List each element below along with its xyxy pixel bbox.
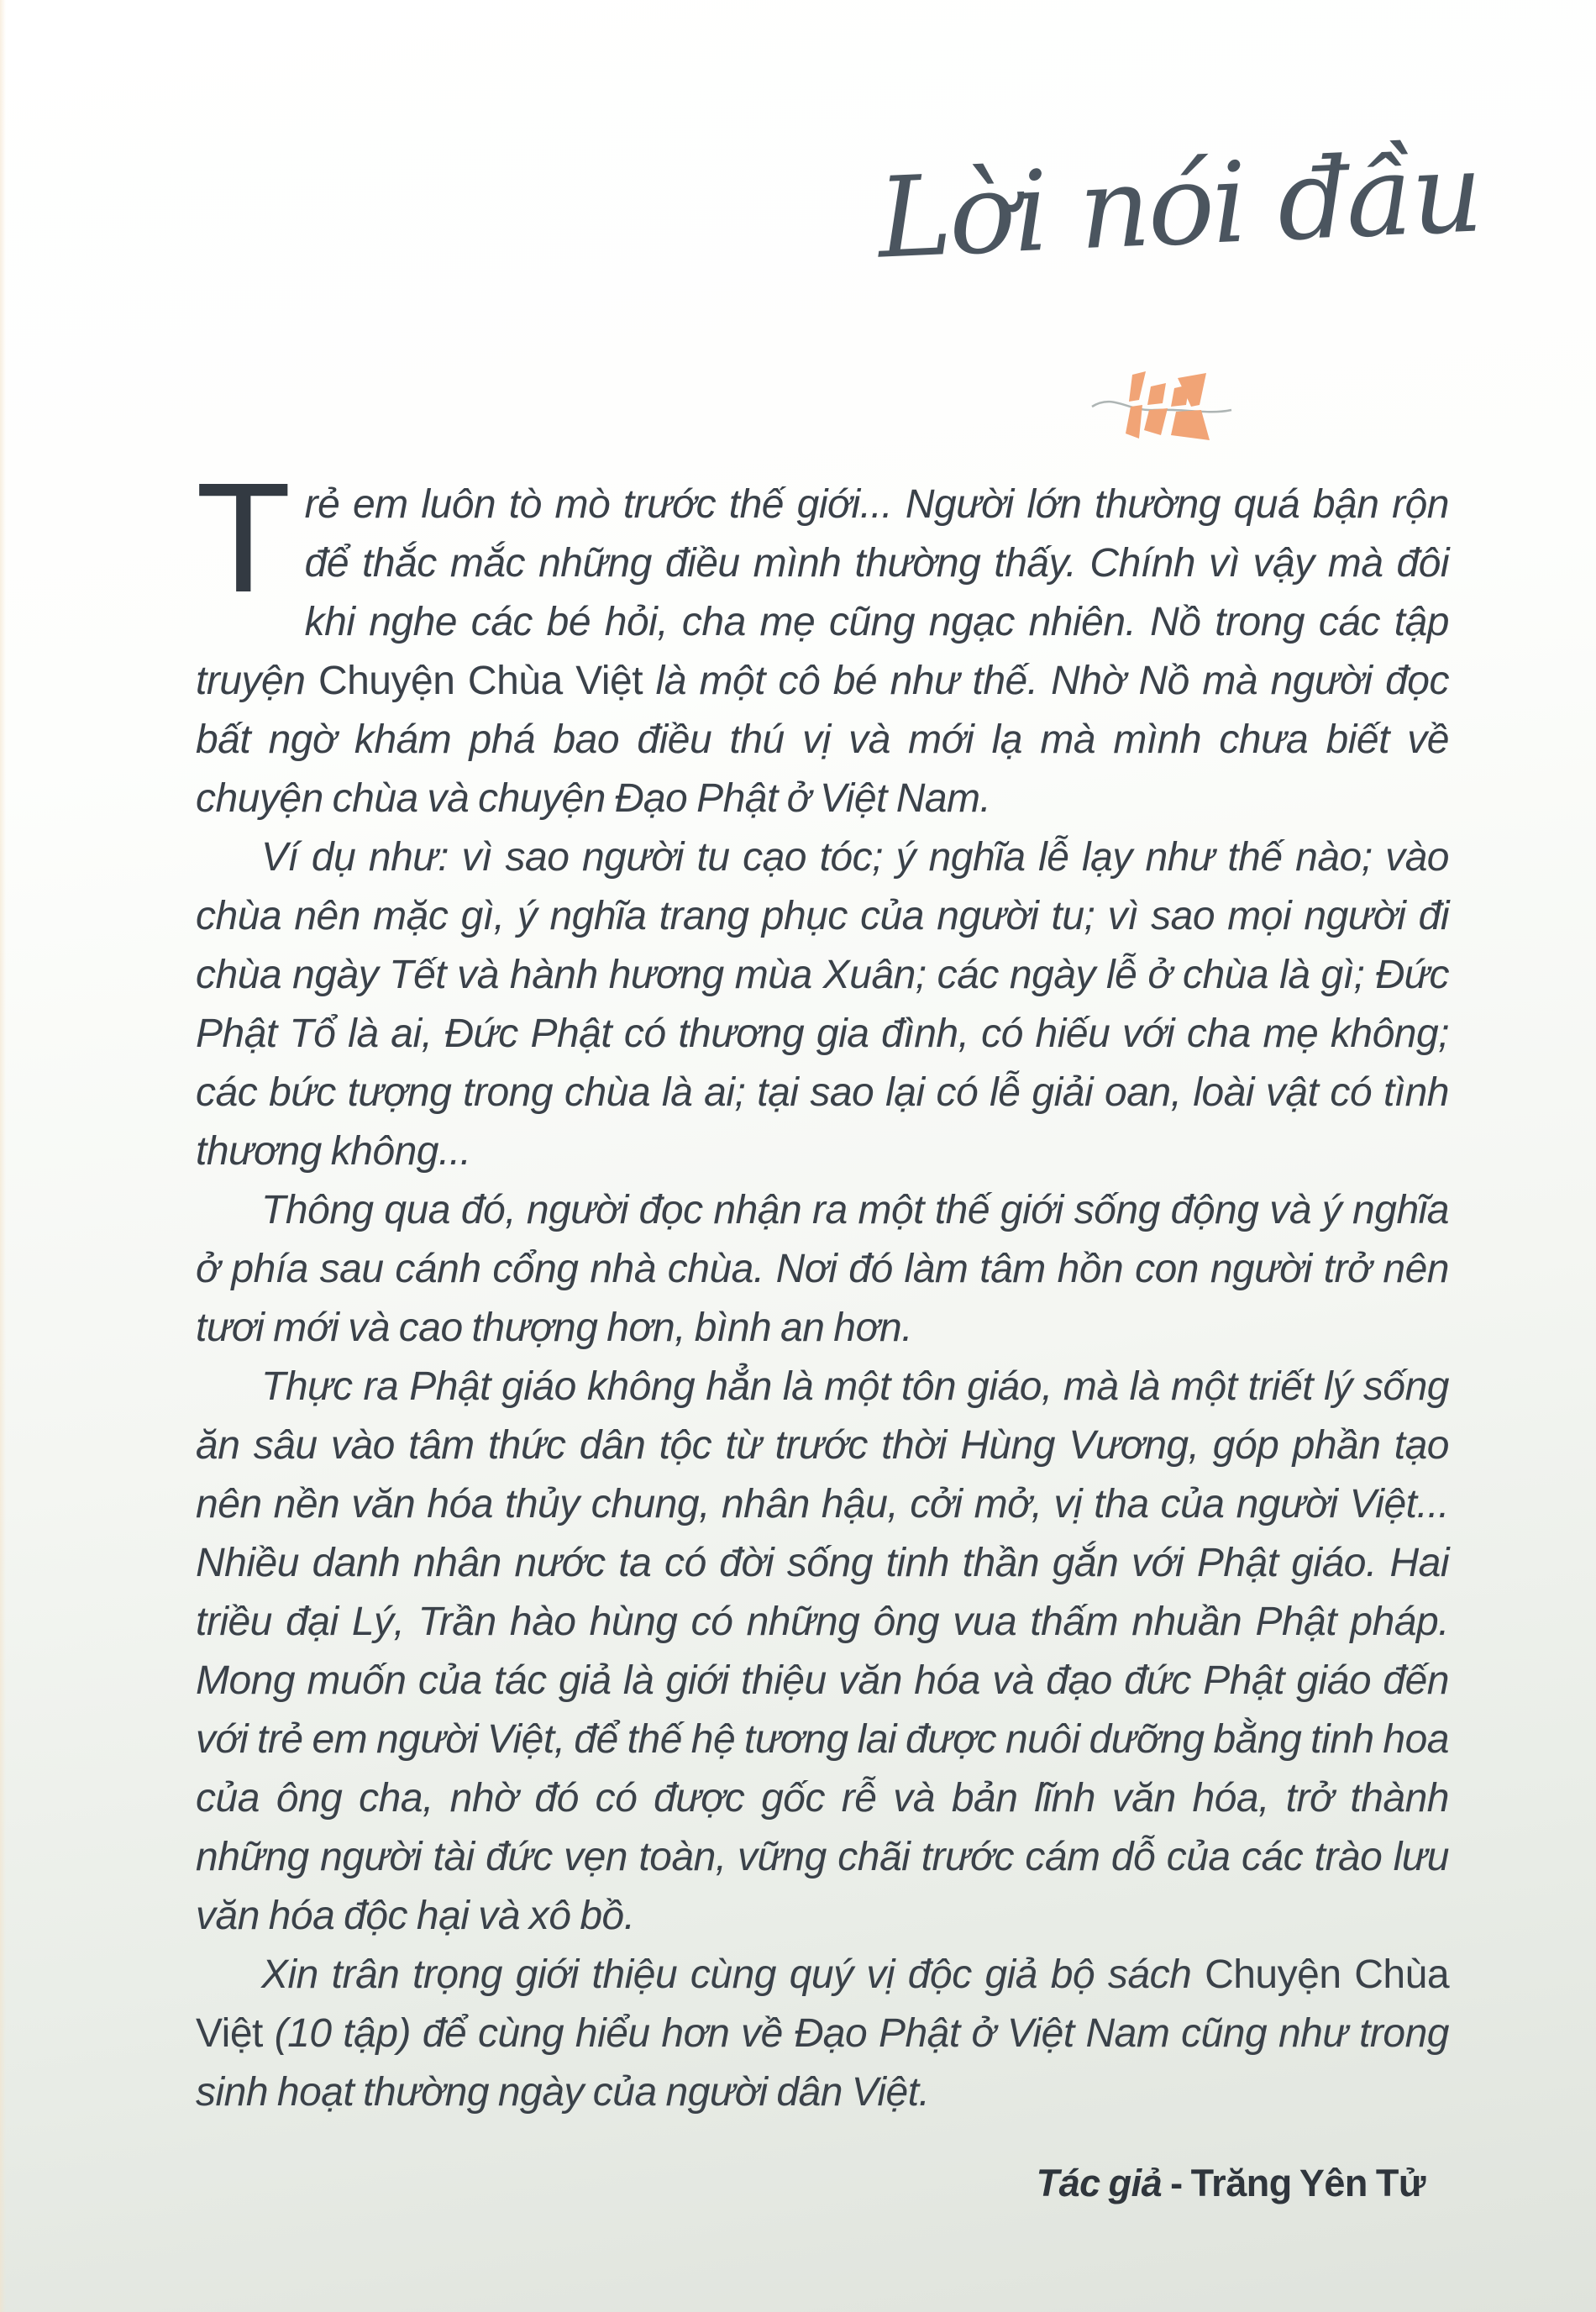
text-segment: Xin trân trọng giới thiệu cùng quý vị độc giả bộ sách xyxy=(261,1952,1205,1997)
preface-body xyxy=(196,451,1450,2213)
paragraph xyxy=(196,1946,1449,2122)
paragraph xyxy=(196,1181,1449,1358)
text-segment: là một cô bé như thế. Nhờ Nồ mà người đọc bất ngờ khám phá bao điều thú vị và mới lạ mà mình chưa biết về chuyện chùa và chuyện Đạo Phật ở Việt Nam. xyxy=(196,659,1449,821)
text-segment: Thực ra Phật giáo không hẳn là một tôn giáo, mà là một triết lý sống ăn sâu vào tâm thức dân tộc từ trước thời Hùng Vương, góp phần tạo nên nền văn hóa thủy chung, nhân hậu, cởi mở, vị tha của người Việt... Nhiều danh nhân nước ta có đời sống tinh thần gắn với Phật giáo. Hai triều đại Lý, Trần hào hùng có những ông vua thấm nhuần Phật pháp. Mong muốn của tác giả là giới thiệu văn hóa và đạo đức Phật giáo đến với trẻ em người Việt, để thế hệ tương lai được nuôi dưỡng bằng tinh hoa của ông cha, nhờ đó có được gốc rễ và bản lĩnh văn hóa, trở thành những người tài đức vẹn toàn, vững chãi trước cám dỗ của các trào lưu văn hóa độc hại và xô bồ. xyxy=(196,1364,1449,1938)
paragraph xyxy=(196,451,1449,828)
text-segment: rẻ em luôn tò mò trước thế giới... Người lớn thường quá bận rộn để thắc mắc những điều mình thường thấy. Chính vì vậy mà đôi khi nghe các bé hỏi, cha mẹ cũng ngạc nhiên. Nồ trong các tập truyện xyxy=(196,482,1449,703)
text-segment: (10 tập) để cùng hiểu hơn về Đạo Phật ở Việt Nam cũng như trong sinh hoạt thường ngày của người dân Việt. xyxy=(196,2011,1449,2115)
signature-label: Tác giả xyxy=(1036,2162,1163,2204)
dropcap-letter: T xyxy=(196,451,291,625)
text-segment: Chuyện Chùa Việt xyxy=(318,659,643,703)
text-segment: Ví dụ như: vì sao người tu cạo tóc; ý nghĩa lễ lạy như thế nào; vào chùa nên mặc gì, ý nghĩa trang phục của người tu; vì sao mọi người đi chùa ngày Tết và hành hương mùa Xuân; các ngày lễ ở chùa là gì; Đức Phật Tổ là ai, Đức Phật có thương gia đình, có hiếu với cha mẹ không; các bức tượng trong chùa là ai; tại sao lại có lễ giải oan, loài vật có tình thương không... xyxy=(196,835,1449,1174)
signature-separator: - xyxy=(1162,2162,1191,2204)
paragraph-text xyxy=(196,482,1449,821)
paragraph xyxy=(196,828,1449,1181)
paragraph xyxy=(196,1358,1449,1946)
lotus-brush-ornament-icon xyxy=(1090,368,1233,445)
text-segment: Thông qua đó, người đọc nhận ra một thế giới sống động và ý nghĩa ở phía sau cánh cổng nhà chùa. Nơi đó làm tâm hồn con người trở nên tươi mới và cao thượng hơn, bình an hơn. xyxy=(196,1188,1449,1350)
author-signature xyxy=(196,2154,1449,2213)
page-title: Lời nói đầu xyxy=(874,128,1483,284)
text-segment: Chuyện Chùa Việt xyxy=(196,1952,1450,2056)
signature-author-name: Trăng Yên Tử xyxy=(1190,2162,1425,2204)
